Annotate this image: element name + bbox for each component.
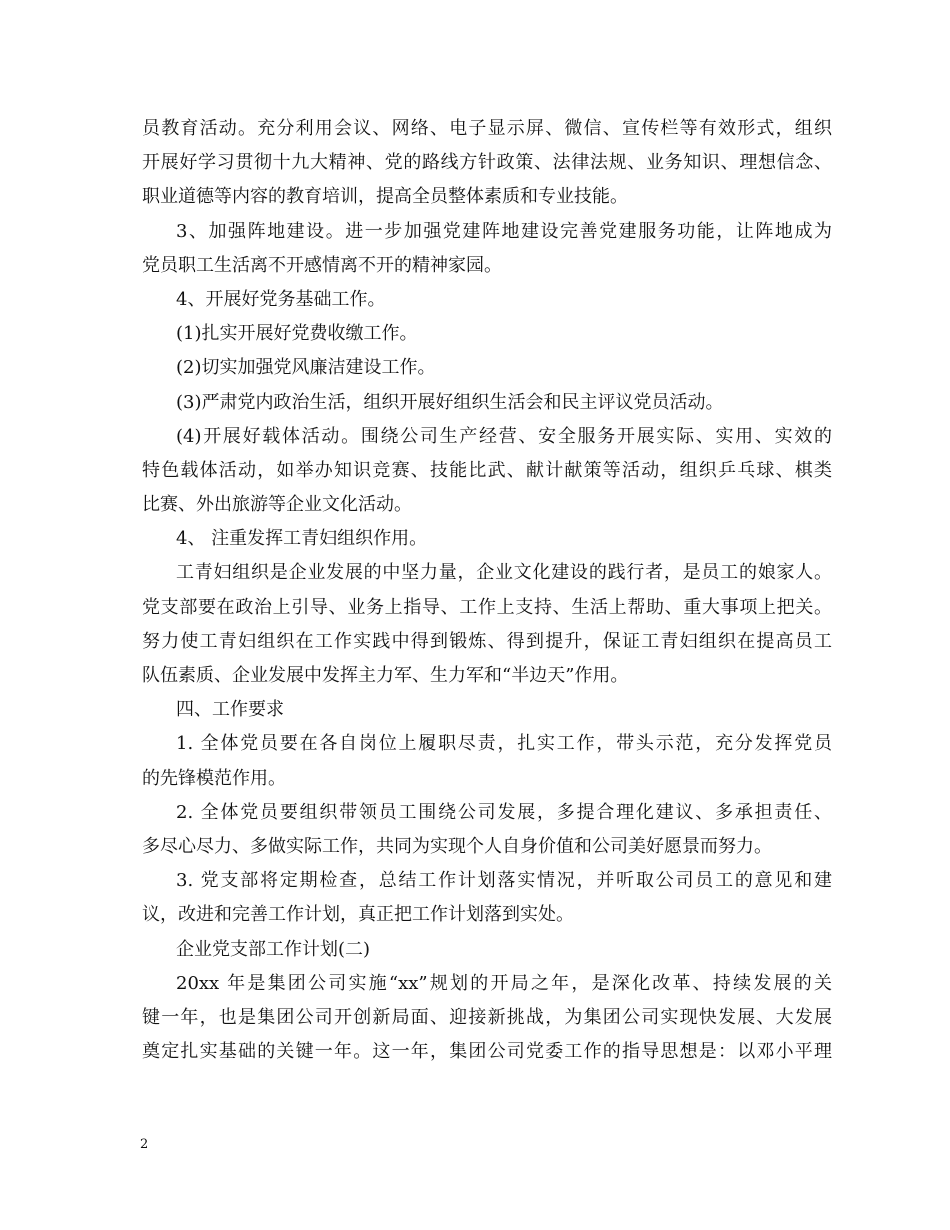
text-line: 2. 全体党员要组织带领员工围绕公司发展，多提合理化建议、多承担责任、	[176, 801, 832, 823]
text-line: 企业党支部工作计划(二)	[176, 938, 371, 960]
text-line: 职业道德等内容的教育培训，提高全员整体素质和专业技能。	[142, 186, 628, 208]
page-number: 2	[140, 1137, 149, 1152]
text-line: 党支部要在政治上引导、业务上指导、工作上支持、生活上帮助、重大事项上把关。	[142, 596, 832, 618]
text-line: 比赛、外出旅游等企业文化活动。	[142, 494, 412, 516]
text-line: (1)扎实开展好党费收缴工作。	[176, 323, 418, 345]
text-line: 开展好学习贯彻十九大精神、党的路线方针政策、法律法规、业务知识、理想信念、	[142, 152, 832, 174]
text-line: (3)严肃党内政治生活，组织开展好组织生活会和民主评议党员活动。	[176, 391, 724, 413]
text-line: 3. 党支部将定期检查，总结工作计划落实情况，并听取公司员工的意见和建	[176, 870, 832, 892]
text-line: 队伍素质、企业发展中发挥主力军、生力军和“半边天”作用。	[142, 665, 629, 686]
text-line: 特色载体活动，如举办知识竞赛、技能比武、献计献策等活动，组织乒乓球、棋类	[142, 459, 832, 481]
text-line: 员教育活动。充分利用会议、网络、电子显示屏、微信、宣传栏等有效形式，组织	[142, 118, 832, 139]
text-line: 键一年，也是集团公司开创新局面、迎接新挑战，为集团公司实现快发展、大发展	[142, 1006, 832, 1028]
text-line: 20xx 年是集团公司实施“xx”规划的开局之年，是深化改革、持续发展的关	[176, 972, 832, 994]
text-line: 党员职工生活离不开感情离不开的精神家园。	[142, 254, 502, 276]
text-line: 4、 注重发挥工青妇组织作用。	[176, 528, 428, 550]
text-line: 3、加强阵地建设。进一步加强党建阵地建设完善党建服务功能，让阵地成为	[176, 220, 832, 242]
text-line: 的先锋模范作用。	[142, 767, 286, 789]
text-line: 奠定扎实基础的关键一年。这一年，集团公司党委工作的指导思想是：以邓小平理	[142, 1041, 832, 1063]
text-line: (2)切实加强党风廉洁建设工作。	[176, 357, 436, 379]
text-line: 四、工作要求	[176, 699, 284, 721]
text-line: (4)开展好载体活动。围绕公司生产经营、安全服务开展实际、实用、实效的	[176, 425, 832, 447]
text-line: 1. 全体党员要在各自岗位上履职尽责，扎实工作，带头示范，充分发挥党员	[176, 733, 832, 755]
text-line: 多尽心尽力、多做实际工作，共同为实现个人自身价值和公司美好愿景而努力。	[142, 835, 772, 857]
text-line: 议，改进和完善工作计划，真正把工作计划落到实处。	[142, 904, 574, 926]
text-line: 努力使工青妇组织在工作实践中得到锻炼、得到提升，保证工青妇组织在提高员工	[142, 630, 832, 652]
document-body	[142, 112, 832, 1069]
text-line: 4、开展好党务基础工作。	[176, 288, 386, 310]
text-line: 工青妇组织是企业发展的中坚力量，企业文化建设的践行者，是员工的娘家人。	[176, 562, 832, 584]
